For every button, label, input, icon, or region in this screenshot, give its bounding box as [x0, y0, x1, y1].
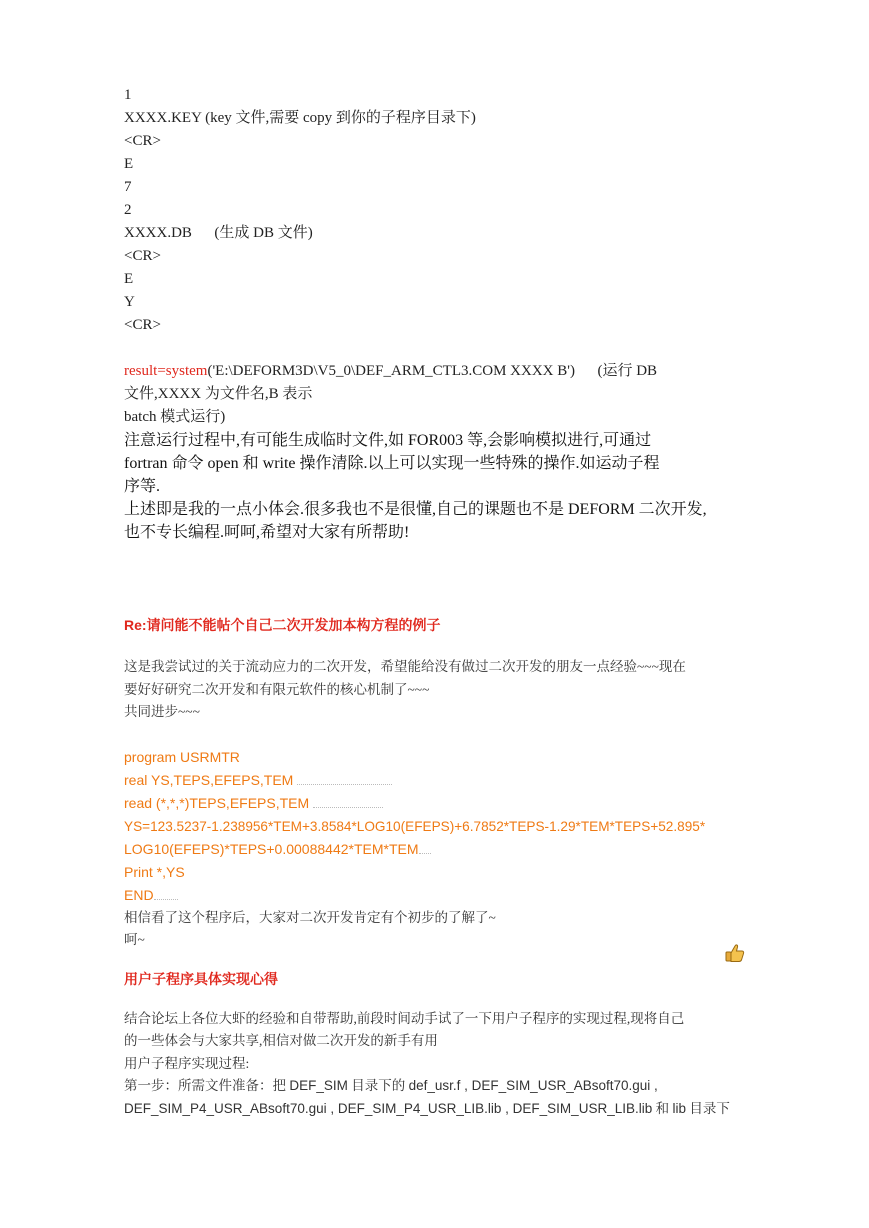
- fortran-line-text: real YS,TEPS,EFEPS,TEM: [124, 771, 294, 788]
- post-2-title: 用户子程序具体实现心得: [124, 970, 278, 987]
- step-text: 目录下的: [347, 1078, 409, 1093]
- post-2-line: 用户子程序实现过程:: [124, 1055, 250, 1071]
- fortran-line: [124, 792, 764, 815]
- step-text: 和: [652, 1100, 673, 1116]
- system-call-args: ('E:\DEFORM3D\V5_0\DEF_ARM_CTL3.COM XXXX B') (运行 DB: [207, 363, 658, 379]
- code-line: Y: [124, 294, 135, 310]
- system-call-line: [124, 360, 764, 383]
- fortran-line: YS=123.5237-1.238956*TEM+3.8584*LOG10(EFEPS)+6.7852*TEPS-1.29*TEM*TEPS+52.895*: [124, 818, 706, 834]
- post-outro: [124, 907, 764, 952]
- code-line: <CR>: [124, 248, 161, 264]
- fortran-code-block: [124, 746, 764, 907]
- system-call-block: [124, 360, 764, 429]
- step-text: DEF_SIM_P4_USR_ABsoft70.gui , DEF_SIM_P4_USR_LIB.lib , DEF_SIM_USR_LIB.lib: [124, 1100, 653, 1116]
- fortran-line: [124, 884, 764, 907]
- notes-line: 也不专长编程.呵呵,希望对大家有所帮助!: [124, 524, 410, 541]
- post-outro-line: 呵~: [124, 932, 145, 947]
- code-line: E: [124, 156, 134, 172]
- document-page: [124, 84, 764, 1120]
- post-2-line: 结合论坛上各位大虾的经验和自带帮助,前段时间动手试了一下用户子程序的实现过程,现将自己: [124, 1010, 685, 1026]
- post-title-text: 请问能不能帖个自己二次开发加本构方程的例子: [146, 617, 441, 633]
- code-line: 1: [124, 87, 132, 103]
- fortran-line-text: LOG10(EFEPS)*TEPS+0.00088442*TEM*TEM: [124, 840, 419, 857]
- notes-line: 注意运行过程中,有可能生成临时文件,如 FOR003 等,会影响模拟进行,可通过: [124, 432, 652, 449]
- fortran-line: [124, 838, 764, 861]
- fortran-line-text: END: [124, 886, 154, 903]
- system-call-desc: batch 模式运行): [124, 409, 226, 425]
- fortran-line: [124, 769, 764, 792]
- notes-paragraph: [124, 429, 764, 544]
- post-2-step-1-cont: [124, 1098, 764, 1121]
- notes-line: 上述即是我的一点小体会.很多我也不是很懂,自己的课题也不是 DEFORM 二次开发,: [124, 501, 707, 518]
- post-2-body: [124, 1008, 764, 1121]
- post-outro-line: 相信看了这个程序后，大家对二次开发肯定有个初步的了解了~: [124, 909, 496, 925]
- code-line: XXXX.DB (生成 DB 文件): [124, 225, 313, 241]
- post-2-line: 的一些体会与大家共享,相信对做二次开发的新手有用: [124, 1033, 438, 1048]
- step-text: DEF_SIM: [289, 1078, 348, 1093]
- system-call-keyword: result=system: [124, 363, 208, 379]
- step-text: def_usr.f , DEF_SIM_USR_ABsoft70.gui ,: [408, 1078, 658, 1093]
- post-intro-line: 要好好研究二次开发和有限元软件的核心机制了~~~: [124, 681, 430, 697]
- fortran-line: program USRMTR: [124, 748, 240, 765]
- notes-line: 序等.: [124, 478, 161, 495]
- step-text: 目录下: [686, 1100, 730, 1116]
- notes-line: fortran 命令 open 和 write 操作清除.以上可以实现一些特殊的操作.如运动子程: [124, 455, 660, 472]
- post-intro-line: 共同进步~~~: [124, 704, 200, 719]
- step-text: 第一步：所需文件准备：把: [124, 1078, 290, 1093]
- system-call-desc: 文件,XXXX 为文件名,B 表示: [124, 386, 313, 402]
- fortran-line: Print *,YS: [124, 863, 185, 880]
- post-intro-line: 这是我尝试过的关于流动应力的二次开发，希望能给没有做过二次开发的朋友一点经验~~~现在: [124, 659, 686, 674]
- code-line: XXXX.KEY (key 文件,需要 copy 到你的子程序目录下): [124, 110, 476, 126]
- post-title: [124, 614, 764, 637]
- post-intro: [124, 656, 764, 724]
- code-line: E: [124, 271, 134, 287]
- code-line: <CR>: [124, 133, 161, 149]
- code-line: <CR>: [124, 317, 161, 333]
- thumbs-up-icon[interactable]: [724, 942, 746, 964]
- code-line: 7: [124, 179, 132, 195]
- code-block-key-db: [124, 84, 764, 337]
- post-2-step-1: [124, 1075, 764, 1098]
- step-text: lib: [672, 1100, 686, 1116]
- fortran-line-text: read (*,*,*)TEPS,EFEPS,TEM: [124, 794, 310, 811]
- post-title-prefix: Re:: [124, 617, 147, 633]
- code-line: 2: [124, 202, 132, 218]
